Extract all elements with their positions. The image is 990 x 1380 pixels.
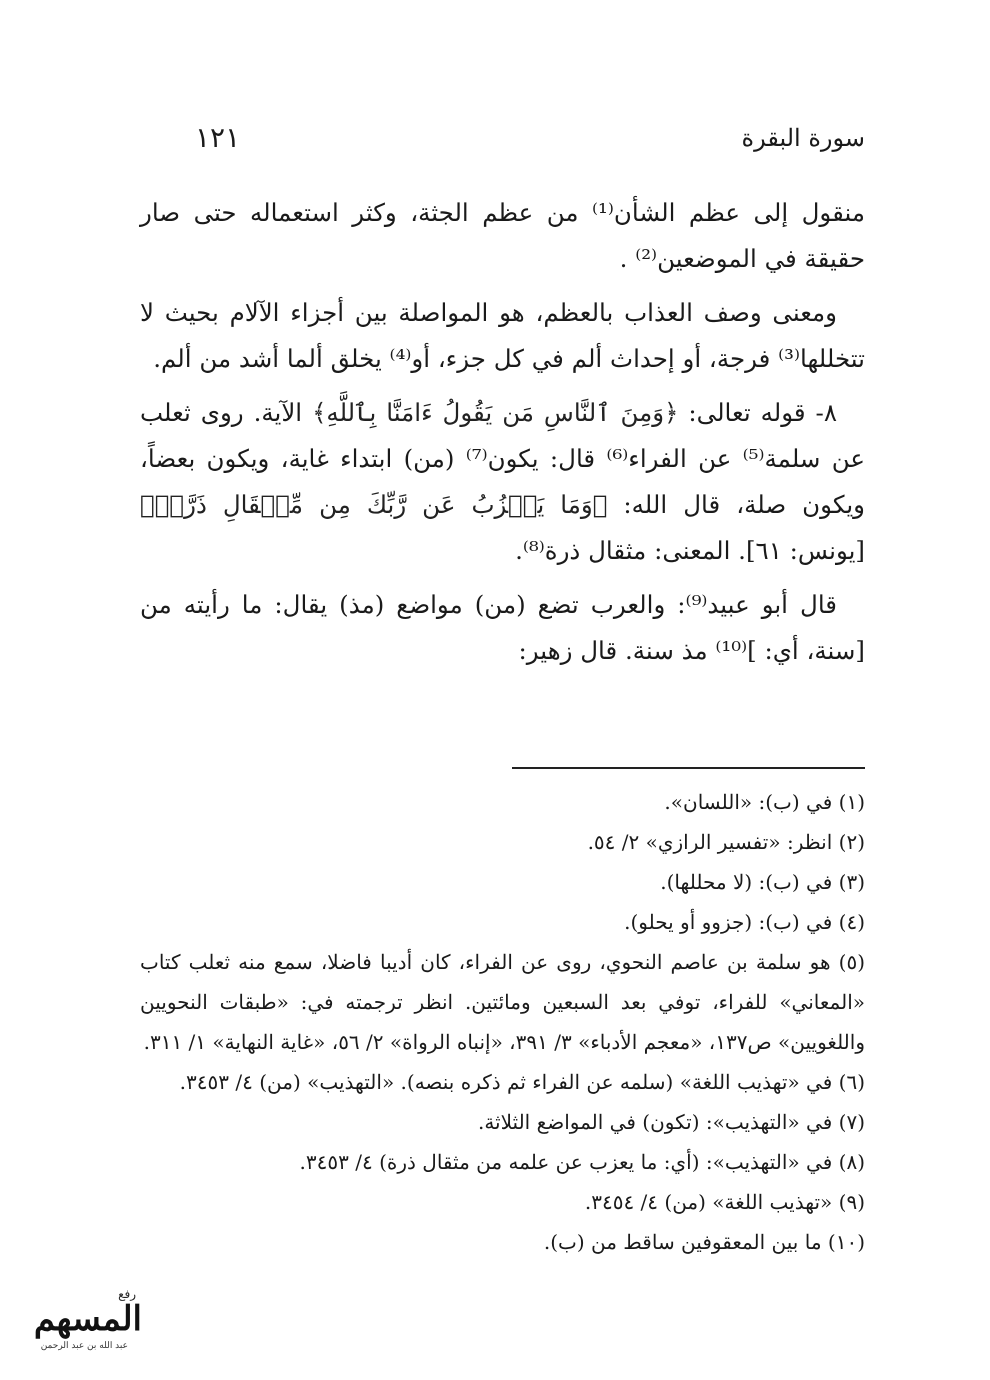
footnote-divider (512, 767, 865, 769)
paragraph-3-intro: ٨- قوله تعالى: (678, 398, 838, 427)
footnote-4: (٤) في (ب): (جزوو أو يحلو). (624, 910, 865, 934)
logo-top-text: رفع (118, 1287, 136, 1301)
footnote-7: (٧) في «التهذيب»: (تكون) في المواضع الثلاثة. (477, 1110, 865, 1134)
paragraph-3-body: الآية. روى ثعلب عن سلمة⁽⁵⁾ عن الفراء⁽⁶⁾ قال: يكون⁽⁷⁾ (من) ابتداء غاية، ويكون بعضاً، ويكون صلة، قال الله: (140, 398, 866, 519)
logo-sub-text: عبد الله بن عبد الرحمن (40, 1341, 128, 1351)
paragraph-1: منقول إلى عظم الشأن⁽¹⁾ من عظم الجثة، وكثر استعماله حتى صار حقيقة في الموضعين⁽²⁾ . (140, 198, 865, 273)
paragraph-3 (140, 390, 865, 574)
footnote-1: (١) في (ب): «اللسان». (664, 790, 865, 814)
quran-verse-2: ﴿وَمَا يَعۡزُبُ عَن رَّبِّكَ مِن مِّثۡقَالِ ذَرَّةٖ﴾ (140, 490, 608, 519)
surah-title: سورة البقرة (741, 124, 865, 152)
main-text (140, 190, 865, 682)
footnote-3: (٣) في (ب): (لا محللها). (660, 870, 865, 894)
footnote-8: (٨) في «التهذيب»: (أي: ما يعزب عن علمه من مثقال ذرة) ٤/ ٣٤٥٣. (299, 1150, 865, 1174)
footnotes-section (140, 782, 865, 1262)
footnote-10: (١٠) ما بين المعقوفين ساقط من (ب). (543, 1230, 865, 1254)
paragraph-4: قال أبو عبيد⁽⁹⁾: والعرب تضع (من) مواضع (مذ) يقال: ما رأيته من [سنة، أي: ]⁽¹⁰⁾ مذ سنة. قال زهير: (140, 590, 865, 665)
paragraph-3-end: [يونس: ٦١]. المعنى: مثقال ذرة⁽⁸⁾. (515, 536, 865, 565)
footnote-6: (٦) في «تهذيب اللغة» (سلمه عن الفراء ثم ذكره بنصه). «التهذيب» (من) ٤/ ٣٤٥٣. (179, 1070, 865, 1094)
logo-main-text: المسهم (33, 1299, 142, 1339)
page-header (140, 118, 865, 158)
page-number: ١٢١ (195, 121, 241, 154)
footnote-2: (٢) انظر: «تفسير الرازي» ٢/ ٥٤. (587, 830, 865, 854)
quran-verse-1: ﴿وَمِنَ ٱلنَّاسِ مَن يَقُولُ ءَامَنَّا بِٱللَّهِ﴾ (312, 398, 679, 427)
footnote-5: (٥) هو سلمة بن عاصم النحوي، روى عن الفراء، كان أديبا فاضلا، سمع منه ثعلب كتاب «المعاني» للفراء، توفي بعد السبعين ومائتين. انظر ترجمته في: «طبقات النحويين واللغويين» ص١٣٧، «معجم الأدباء» ٣/ ٣٩١، «إنباه الرواة» ٢/ ٥٦، «غاية النهاية» ١/ ٣١١. (140, 950, 865, 1054)
publisher-logo (10, 1287, 150, 1365)
footnote-9: (٩) «تهذيب اللغة» (من) ٤/ ٣٤٥٤. (584, 1190, 865, 1214)
paragraph-2: ومعنى وصف العذاب بالعظم، هو المواصلة بين أجزاء الآلام بحيث لا تتخللها⁽³⁾ فرجة، أو إحداث ألم في كل جزء، أو⁽⁴⁾ يخلق ألما أشد من ألم. (140, 298, 865, 373)
